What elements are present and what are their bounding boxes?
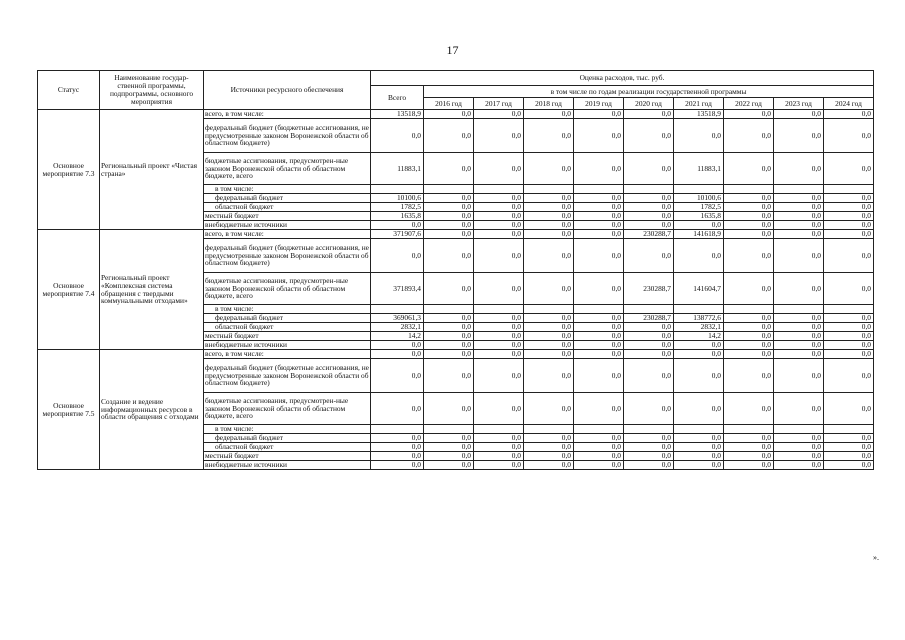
value-cell: 0,0	[724, 461, 774, 470]
value-cell: 0,0	[774, 452, 824, 461]
value-cell: 0,0	[524, 119, 574, 153]
value-cell: 0,0	[524, 443, 574, 452]
value-cell: 0,0	[424, 203, 474, 212]
row-status: Основное мероприятие 7.3	[38, 110, 100, 230]
value-cell: 0,0	[674, 393, 724, 425]
value-cell: 0,0	[624, 452, 674, 461]
value-cell	[824, 185, 874, 194]
source-label: федеральный бюджет (бюджетные ассигнования, не предусмотренные законом Воронежской области об областном бюджете)	[204, 119, 371, 153]
value-cell: 0,0	[774, 461, 824, 470]
value-cell: 2832,1	[674, 323, 724, 332]
row-name: Региональный проект «Чистая страна»	[100, 110, 204, 230]
value-cell: 0,0	[524, 203, 574, 212]
value-cell: 0,0	[474, 239, 524, 273]
value-cell: 0,0	[624, 434, 674, 443]
value-cell: 0,0	[824, 359, 874, 393]
value-cell: 0,0	[424, 212, 474, 221]
value-cell: 138772,6	[674, 314, 724, 323]
value-cell: 0,0	[474, 203, 524, 212]
header-year: 2018 год	[524, 98, 574, 110]
value-cell: 0,0	[474, 153, 524, 185]
value-cell: 0,0	[824, 323, 874, 332]
value-cell: 0,0	[524, 314, 574, 323]
value-cell: 0,0	[474, 350, 524, 359]
value-cell: 0,0	[624, 341, 674, 350]
value-cell: 0,0	[371, 350, 424, 359]
header-status: Статус	[38, 71, 100, 110]
source-label: всего, в том числе:	[204, 230, 371, 239]
value-cell: 371893,4	[371, 273, 424, 305]
value-cell	[524, 425, 574, 434]
source-label: федеральный бюджет (бюджетные ассигнования, не предусмотренные законом Воронежской области об областном бюджете)	[204, 239, 371, 273]
value-cell: 0,0	[574, 323, 624, 332]
value-cell	[774, 185, 824, 194]
value-cell: 0,0	[774, 221, 824, 230]
source-label: местный бюджет	[204, 452, 371, 461]
value-cell: 0,0	[474, 110, 524, 119]
value-cell	[474, 305, 524, 314]
header-by-years: в том числе по годам реализации государственной программы	[424, 86, 874, 98]
value-cell	[424, 185, 474, 194]
value-cell: 0,0	[824, 443, 874, 452]
value-cell: 0,0	[574, 314, 624, 323]
value-cell: 0,0	[424, 350, 474, 359]
value-cell	[624, 425, 674, 434]
value-cell: 0,0	[574, 452, 624, 461]
header-year: 2020 год	[624, 98, 674, 110]
value-cell: 11883,1	[371, 153, 424, 185]
value-cell: 0,0	[774, 393, 824, 425]
value-cell: 0,0	[371, 393, 424, 425]
value-cell: 0,0	[824, 434, 874, 443]
value-cell: 0,0	[574, 119, 624, 153]
header-year: 2023 год	[774, 98, 824, 110]
value-cell: 0,0	[624, 203, 674, 212]
value-cell: 0,0	[674, 359, 724, 393]
value-cell	[371, 425, 424, 434]
value-cell: 0,0	[424, 452, 474, 461]
value-cell: 0,0	[724, 119, 774, 153]
source-label: федеральный бюджет (бюджетные ассигнования, не предусмотренные законом Воронежской области об областном бюджете)	[204, 359, 371, 393]
value-cell	[774, 305, 824, 314]
source-label: бюджетные ассигнования, предусмотрен-ные законом Воронежской области об областном бюджете, всего	[204, 273, 371, 305]
table-row	[38, 350, 874, 359]
value-cell: 0,0	[624, 350, 674, 359]
value-cell: 11883,1	[674, 153, 724, 185]
value-cell: 0,0	[774, 359, 824, 393]
value-cell: 0,0	[574, 153, 624, 185]
value-cell: 0,0	[424, 341, 474, 350]
value-cell: 0,0	[474, 332, 524, 341]
value-cell: 0,0	[524, 273, 574, 305]
value-cell	[674, 185, 724, 194]
value-cell	[371, 305, 424, 314]
value-cell: 0,0	[774, 194, 824, 203]
value-cell: 0,0	[624, 110, 674, 119]
value-cell: 0,0	[774, 314, 824, 323]
value-cell: 0,0	[824, 341, 874, 350]
source-label: местный бюджет	[204, 332, 371, 341]
value-cell: 0,0	[371, 239, 424, 273]
value-cell: 0,0	[674, 461, 724, 470]
header-year: 2019 год	[574, 98, 624, 110]
value-cell: 230288,7	[624, 230, 674, 239]
value-cell: 0,0	[524, 323, 574, 332]
value-cell: 0,0	[474, 194, 524, 203]
value-cell: 0,0	[574, 332, 624, 341]
value-cell: 0,0	[724, 443, 774, 452]
value-cell: 0,0	[474, 341, 524, 350]
value-cell: 0,0	[574, 443, 624, 452]
page-number: 17	[446, 43, 459, 57]
row-status: Основное мероприятие 7.5	[38, 350, 100, 470]
value-cell: 0,0	[424, 359, 474, 393]
value-cell	[724, 185, 774, 194]
source-label: в том числе:	[204, 185, 371, 194]
value-cell: 0,0	[824, 221, 874, 230]
value-cell: 0,0	[574, 230, 624, 239]
value-cell: 0,0	[474, 119, 524, 153]
value-cell: 0,0	[824, 461, 874, 470]
value-cell: 0,0	[424, 221, 474, 230]
source-label: внебюджетные источники	[204, 221, 371, 230]
value-cell: 0,0	[474, 273, 524, 305]
value-cell: 0,0	[674, 350, 724, 359]
value-cell: 0,0	[474, 452, 524, 461]
value-cell: 0,0	[524, 452, 574, 461]
source-label: бюджетные ассигнования, предусмотрен-ные законом Воронежской области об областном бюджете, всего	[204, 153, 371, 185]
value-cell: 1635,8	[371, 212, 424, 221]
value-cell: 0,0	[824, 110, 874, 119]
source-label: областной бюджет	[204, 443, 371, 452]
value-cell: 0,0	[774, 212, 824, 221]
value-cell: 0,0	[624, 393, 674, 425]
value-cell: 0,0	[624, 153, 674, 185]
value-cell: 0,0	[574, 434, 624, 443]
value-cell: 1782,5	[371, 203, 424, 212]
value-cell: 2832,1	[371, 323, 424, 332]
value-cell: 0,0	[474, 359, 524, 393]
value-cell: 0,0	[624, 359, 674, 393]
source-label: бюджетные ассигнования, предусмотрен-ные законом Воронежской области об областном бюджете, всего	[204, 393, 371, 425]
value-cell: 0,0	[624, 221, 674, 230]
value-cell: 0,0	[574, 110, 624, 119]
value-cell: 0,0	[824, 393, 874, 425]
value-cell: 0,0	[724, 341, 774, 350]
value-cell: 0,0	[774, 203, 824, 212]
value-cell: 0,0	[824, 350, 874, 359]
value-cell: 0,0	[424, 194, 474, 203]
value-cell: 14,2	[371, 332, 424, 341]
value-cell: 0,0	[724, 221, 774, 230]
value-cell: 0,0	[574, 359, 624, 393]
value-cell: 0,0	[824, 203, 874, 212]
header-year: 2021 год	[674, 98, 724, 110]
source-label: всего, в том числе:	[204, 110, 371, 119]
value-cell: 0,0	[824, 194, 874, 203]
value-cell: 0,0	[524, 350, 574, 359]
value-cell: 0,0	[674, 434, 724, 443]
source-label: внебюджетные источники	[204, 461, 371, 470]
header-name: Наименование государ-ственной программы, подпрограммы, основного мероприятия	[100, 71, 204, 110]
source-label: федеральный бюджет	[204, 434, 371, 443]
value-cell: 0,0	[474, 230, 524, 239]
value-cell: 0,0	[674, 119, 724, 153]
value-cell: 0,0	[624, 239, 674, 273]
value-cell: 0,0	[424, 153, 474, 185]
closing-mark: ».	[873, 553, 879, 562]
value-cell: 0,0	[774, 110, 824, 119]
value-cell: 0,0	[824, 212, 874, 221]
value-cell: 10100,6	[371, 194, 424, 203]
value-cell: 0,0	[424, 119, 474, 153]
value-cell: 0,0	[724, 332, 774, 341]
value-cell: 0,0	[574, 273, 624, 305]
value-cell: 0,0	[824, 332, 874, 341]
value-cell: 0,0	[424, 273, 474, 305]
value-cell: 0,0	[524, 230, 574, 239]
table-row	[38, 230, 874, 239]
value-cell: 0,0	[724, 194, 774, 203]
source-label: федеральный бюджет	[204, 314, 371, 323]
value-cell: 0,0	[824, 239, 874, 273]
value-cell: 0,0	[474, 461, 524, 470]
value-cell: 0,0	[724, 359, 774, 393]
value-cell: 0,0	[574, 350, 624, 359]
value-cell: 0,0	[574, 203, 624, 212]
value-cell: 0,0	[524, 239, 574, 273]
value-cell: 0,0	[524, 461, 574, 470]
value-cell	[574, 305, 624, 314]
value-cell: 0,0	[774, 350, 824, 359]
value-cell	[424, 305, 474, 314]
value-cell	[674, 305, 724, 314]
value-cell: 0,0	[824, 230, 874, 239]
table-row	[38, 110, 874, 119]
value-cell: 0,0	[824, 273, 874, 305]
value-cell: 0,0	[524, 153, 574, 185]
value-cell: 0,0	[424, 393, 474, 425]
value-cell	[524, 185, 574, 194]
value-cell: 0,0	[724, 153, 774, 185]
value-cell: 0,0	[724, 434, 774, 443]
value-cell: 0,0	[774, 273, 824, 305]
value-cell: 0,0	[574, 461, 624, 470]
value-cell: 0,0	[474, 314, 524, 323]
header-year: 2017 год	[474, 98, 524, 110]
source-label: внебюджетные источники	[204, 341, 371, 350]
value-cell: 0,0	[574, 239, 624, 273]
value-cell: 0,0	[424, 110, 474, 119]
value-cell: 0,0	[774, 332, 824, 341]
value-cell: 0,0	[724, 212, 774, 221]
resource-table	[37, 70, 874, 470]
value-cell: 0,0	[371, 461, 424, 470]
value-cell: 0,0	[371, 221, 424, 230]
value-cell: 0,0	[574, 393, 624, 425]
value-cell	[774, 425, 824, 434]
header-year: 2022 год	[724, 98, 774, 110]
value-cell: 0,0	[474, 434, 524, 443]
value-cell: 0,0	[424, 332, 474, 341]
source-label: областной бюджет	[204, 323, 371, 332]
header-estimate: Оценка расходов, тыс. руб.	[371, 71, 874, 86]
value-cell: 0,0	[674, 221, 724, 230]
source-label: всего, в том числе:	[204, 350, 371, 359]
value-cell: 1782,5	[674, 203, 724, 212]
value-cell	[674, 425, 724, 434]
value-cell: 0,0	[774, 119, 824, 153]
value-cell: 13518,9	[371, 110, 424, 119]
value-cell: 0,0	[524, 434, 574, 443]
value-cell	[574, 185, 624, 194]
value-cell	[524, 305, 574, 314]
value-cell: 230288,7	[624, 314, 674, 323]
value-cell: 0,0	[474, 443, 524, 452]
value-cell: 0,0	[524, 332, 574, 341]
value-cell: 371907,6	[371, 230, 424, 239]
row-name: Создание и ведение информационных ресурсов в области обращения с отходами	[100, 350, 204, 470]
value-cell: 0,0	[524, 212, 574, 221]
value-cell	[724, 425, 774, 434]
value-cell	[474, 185, 524, 194]
value-cell: 0,0	[474, 323, 524, 332]
value-cell: 0,0	[624, 461, 674, 470]
value-cell: 0,0	[674, 452, 724, 461]
value-cell: 0,0	[674, 443, 724, 452]
value-cell: 0,0	[724, 323, 774, 332]
value-cell: 0,0	[724, 230, 774, 239]
value-cell: 0,0	[724, 350, 774, 359]
value-cell: 0,0	[424, 434, 474, 443]
value-cell: 0,0	[424, 314, 474, 323]
header-total: Всего	[371, 86, 424, 110]
value-cell: 0,0	[674, 239, 724, 273]
value-cell: 0,0	[724, 393, 774, 425]
value-cell: 230288,7	[624, 273, 674, 305]
value-cell: 0,0	[624, 332, 674, 341]
value-cell: 0,0	[524, 341, 574, 350]
value-cell: 0,0	[724, 273, 774, 305]
value-cell: 0,0	[371, 119, 424, 153]
source-label: в том числе:	[204, 425, 371, 434]
value-cell: 0,0	[824, 119, 874, 153]
value-cell: 369061,3	[371, 314, 424, 323]
value-cell: 0,0	[774, 323, 824, 332]
row-name: Региональный проект «Комплексная система обращения с твердыми коммунальными отходами»	[100, 230, 204, 350]
value-cell: 0,0	[474, 221, 524, 230]
value-cell	[574, 425, 624, 434]
value-cell: 0,0	[774, 153, 824, 185]
value-cell	[474, 425, 524, 434]
value-cell: 0,0	[624, 443, 674, 452]
value-cell: 0,0	[774, 443, 824, 452]
value-cell: 1635,8	[674, 212, 724, 221]
value-cell: 0,0	[774, 230, 824, 239]
header-year: 2016 год	[424, 98, 474, 110]
value-cell: 0,0	[724, 314, 774, 323]
value-cell: 141604,7	[674, 273, 724, 305]
value-cell: 0,0	[624, 194, 674, 203]
value-cell: 0,0	[574, 221, 624, 230]
source-label: областной бюджет	[204, 203, 371, 212]
value-cell	[624, 185, 674, 194]
value-cell: 0,0	[724, 203, 774, 212]
value-cell: 0,0	[524, 110, 574, 119]
value-cell: 13518,9	[674, 110, 724, 119]
value-cell: 0,0	[624, 119, 674, 153]
value-cell: 0,0	[624, 323, 674, 332]
value-cell: 0,0	[371, 341, 424, 350]
value-cell: 0,0	[524, 393, 574, 425]
value-cell: 0,0	[574, 341, 624, 350]
value-cell: 0,0	[774, 434, 824, 443]
value-cell: 0,0	[724, 452, 774, 461]
value-cell: 0,0	[724, 239, 774, 273]
value-cell: 0,0	[424, 323, 474, 332]
value-cell: 0,0	[824, 314, 874, 323]
value-cell: 0,0	[371, 443, 424, 452]
value-cell: 0,0	[824, 452, 874, 461]
value-cell: 0,0	[524, 194, 574, 203]
header-year: 2024 год	[824, 98, 874, 110]
value-cell: 0,0	[774, 341, 824, 350]
value-cell	[424, 425, 474, 434]
value-cell	[824, 305, 874, 314]
value-cell: 0,0	[724, 110, 774, 119]
value-cell: 0,0	[424, 230, 474, 239]
value-cell: 0,0	[371, 434, 424, 443]
value-cell: 14,2	[674, 332, 724, 341]
value-cell	[624, 305, 674, 314]
value-cell: 0,0	[424, 443, 474, 452]
value-cell: 0,0	[774, 239, 824, 273]
value-cell: 0,0	[524, 221, 574, 230]
value-cell: 0,0	[624, 212, 674, 221]
value-cell: 141618,9	[674, 230, 724, 239]
value-cell: 0,0	[371, 452, 424, 461]
value-cell: 0,0	[574, 194, 624, 203]
value-cell: 0,0	[474, 212, 524, 221]
value-cell: 0,0	[824, 153, 874, 185]
value-cell	[824, 425, 874, 434]
row-status: Основное мероприятие 7.4	[38, 230, 100, 350]
value-cell: 0,0	[574, 212, 624, 221]
value-cell: 0,0	[524, 359, 574, 393]
header-sources: Источники ресурсного обеспечения	[204, 71, 371, 110]
value-cell	[371, 185, 424, 194]
value-cell: 0,0	[474, 393, 524, 425]
value-cell: 0,0	[674, 341, 724, 350]
value-cell: 0,0	[371, 359, 424, 393]
source-label: федеральный бюджет	[204, 194, 371, 203]
source-label: местный бюджет	[204, 212, 371, 221]
value-cell	[724, 305, 774, 314]
value-cell: 0,0	[424, 461, 474, 470]
source-label: в том числе:	[204, 305, 371, 314]
value-cell: 10100,6	[674, 194, 724, 203]
value-cell: 0,0	[424, 239, 474, 273]
